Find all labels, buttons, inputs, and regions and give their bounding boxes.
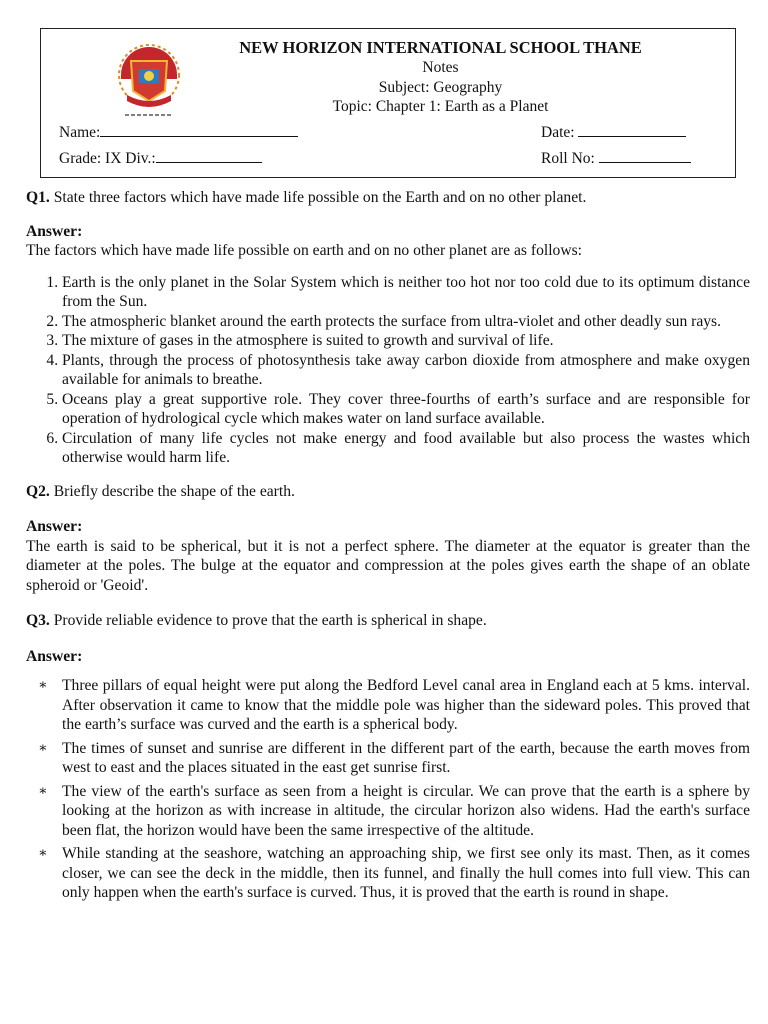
list-item: ∗ The view of the earth's surface as seen from a height is circular. We can prove that the earth is a sphere by looking at the horizon as with increase in altitude, the circular horizon also widens. Had the earth's surface been flat, the horizon would have been the same irrespective of the altitude. [38,782,750,839]
topic-line: Topic: Chapter 1: Earth as a Planet [332,98,549,115]
list-item: ∗ Three pillars of equal height were put along the Bedford Level canal area in England each at 5 kms. interval. After observation it came to know that the middle pole was higher than the sideward poles. This proved that the earth’s surface was curved and the earth is a spherical body. [38,677,750,733]
list-item: 1. Earth is the only planet in the Solar System which is neither too hot nor too cold due to its optimum distance from the Sun. [62,273,750,312]
name-label: Name: [59,124,101,141]
question-2-number: Q2. [26,482,50,500]
list-item: ∗ While standing at the seashore, watching an approaching ship, we first see only its mast. Then, as it comes closer, we can see the deck in the middle, then its funnel, and finally the hull comes into full view. This can only happen when the earth's surface is curved. Thus, it is proved that the earth is round in shape. [38,845,750,901]
asterisk-bullet-icon: ∗ [38,678,48,693]
answer-2-label: Answer: [26,518,83,535]
header-box [40,28,736,178]
name-field [59,122,298,143]
question-1-text: State three factors which have made life possible on the Earth and on no other planet. [53,189,587,206]
answer-1-list [26,273,750,468]
list-item: 6. Circulation of many life cycles not make energy and food available but also process the wastes which otherwise would harm life. [62,429,750,468]
asterisk-bullet-icon: ∗ [38,740,48,756]
roll-blank [599,148,691,163]
grade-field [59,148,262,169]
list-item: 2. The atmospheric blanket around the earth protects the surface from ultra-violet and other deadly sun rays. [62,312,750,332]
question-3-number: Q3. [26,612,50,629]
subject-line: Subject: Geography [378,78,503,96]
answer-2-text: The earth is said to be spherical, but it is not a perfect sphere. The diameter at the equator is greater than the diameter at the poles. The bulge at the equator and compression at the poles gives earth the shape of an oblate spheroid or 'Geoid'. [26,537,750,594]
answer-1-label: Answer: [26,222,83,240]
grade-blank [156,148,262,163]
answer-3-list [26,676,750,903]
doc-type: Notes [422,59,459,76]
school-name: NEW HORIZON INTERNATIONAL SCHOOL THANE [239,38,642,57]
question-2-text: Briefly describe the shape of the earth. [53,482,295,500]
list-item: 3. The mixture of gases in the atmosphere is suited to growth and survival of life. [62,331,750,351]
answer-1-intro: The factors which have made life possible on earth and on no other planet are as follows: [26,242,582,259]
header-titles [41,38,735,117]
question-1 [26,188,750,208]
date-label: Date: [541,124,575,141]
question-3-text: Provide reliable evidence to prove that the earth is spherical in shape. [53,612,487,629]
question-2 [26,482,750,502]
answer-3-label: Answer: [26,647,83,665]
roll-field [541,148,691,169]
asterisk-bullet-icon: ∗ [38,846,48,861]
grade-label: Grade: IX Div.: [59,150,156,167]
list-item: ∗ The times of sunset and sunrise are different in the different part of the earth, because the earth moves from west to east and the places situated in the east get sunrise first. [38,739,750,776]
asterisk-bullet-icon: ∗ [38,783,48,799]
roll-label: Roll No: [541,150,595,167]
date-field [541,122,686,143]
notes-content [26,188,750,907]
list-item: 4. Plants, through the process of photosynthesis take away carbon dioxide from atmosphere and make oxygen available for animals to breathe. [62,351,750,390]
question-1-number: Q1. [26,189,50,206]
question-3 [26,611,750,631]
date-blank [578,122,686,137]
name-blank [100,122,298,137]
list-item: 5. Oceans play a great supportive role. They cover three-fourths of earth’s surface and are responsible for operation of hydrological cycle which makes water on land surface available. [62,390,750,429]
